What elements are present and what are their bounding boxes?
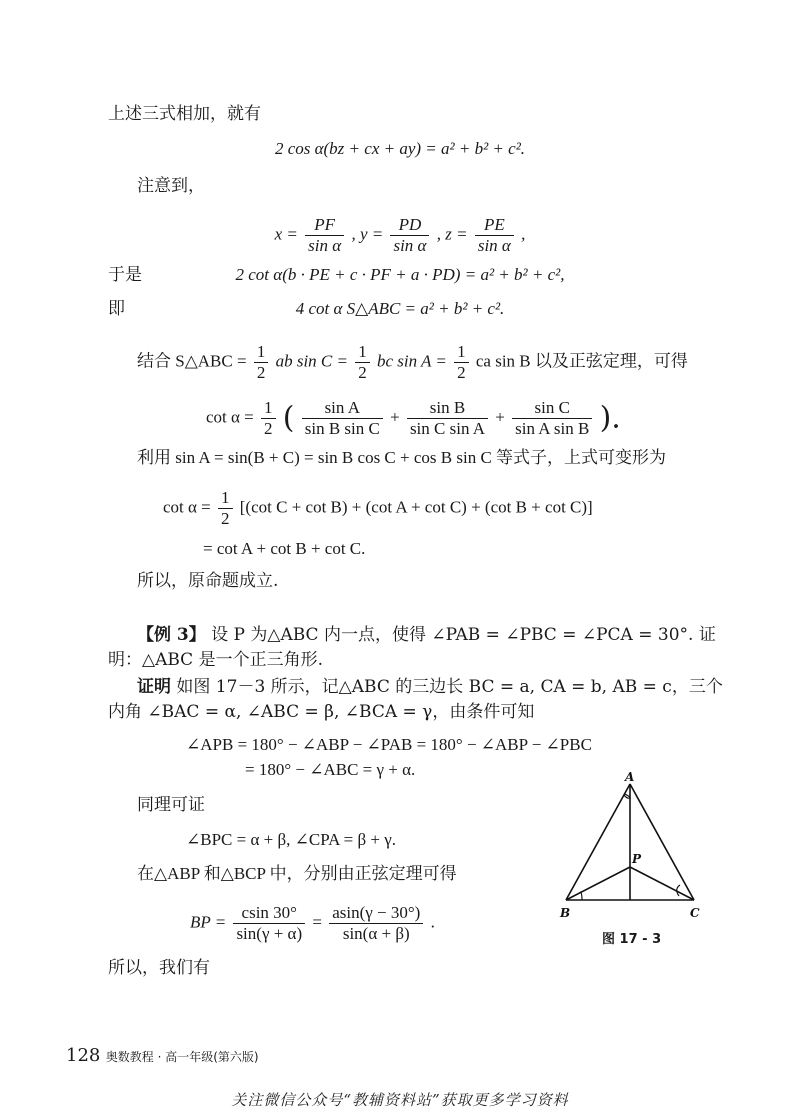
text-part: 结合 S△ABC = bbox=[137, 351, 247, 371]
equation-fractions bbox=[206, 398, 621, 439]
equation: ∠BPC = α + β, ∠CPA = β + γ. bbox=[186, 830, 397, 849]
text-part: ab sin C = bbox=[275, 351, 348, 371]
fraction bbox=[407, 398, 488, 439]
text-line: 上述三式相加，就有 bbox=[108, 104, 261, 124]
equation-part: , z = bbox=[436, 224, 468, 244]
equation: 2 cos α(bz + cx + ay) = a² + b² + c². bbox=[274, 139, 526, 158]
fraction bbox=[355, 342, 370, 383]
label-a: A bbox=[625, 770, 635, 784]
denominator: sin B sin C bbox=[304, 419, 380, 438]
label-b: B bbox=[560, 906, 571, 920]
denominator: sin A sin B bbox=[515, 419, 590, 438]
numerator: sin B bbox=[407, 398, 488, 419]
numerator: PE bbox=[475, 215, 514, 236]
fraction bbox=[233, 903, 305, 944]
numerator: sin C bbox=[512, 398, 592, 419]
text-line: 在△ABP 和△BCP 中，分别由正弦定理可得 bbox=[137, 864, 457, 883]
text-line: 同理可证 bbox=[137, 795, 205, 815]
proof-line bbox=[137, 676, 723, 698]
text-line: 利用 sin A = sin(B + C) = sin B cos C + cos B sin C 等式子，上式可变形为 bbox=[137, 448, 667, 467]
equation: 4 cot α S△ABC = a² + b² + c². bbox=[295, 299, 505, 318]
numerator: csin 30° bbox=[233, 903, 305, 924]
equation: ∠APB = 180° − ∠ABP − ∠PAB = 180° − ∠ABP − ∠PBC bbox=[186, 735, 592, 754]
example-label: 【例 3】 bbox=[137, 625, 206, 645]
text-line: 明：△ABC 是一个正三角形. bbox=[108, 650, 323, 670]
equation-fractions bbox=[163, 488, 593, 529]
denominator: 2 bbox=[358, 363, 367, 382]
equation-part: cot α = bbox=[206, 407, 254, 427]
denominator: 2 bbox=[264, 419, 273, 438]
fraction bbox=[329, 903, 423, 944]
text-line: 注意到， bbox=[137, 176, 205, 196]
page-number: 128 bbox=[66, 1045, 101, 1066]
numerator: 1 bbox=[254, 342, 269, 363]
fraction bbox=[254, 342, 269, 383]
numerator: asin(γ − 30°) bbox=[329, 903, 423, 924]
fraction bbox=[305, 215, 344, 256]
equation-part: = bbox=[312, 912, 322, 932]
paren: ( bbox=[282, 400, 295, 436]
denominator: sin C sin A bbox=[409, 419, 486, 438]
angle-arc-c bbox=[677, 885, 680, 896]
equation-fractions bbox=[190, 903, 435, 944]
equation: = 180° − ∠ABC = γ + α. bbox=[245, 760, 416, 779]
denominator: sin α bbox=[393, 236, 427, 255]
footer bbox=[66, 1045, 259, 1068]
equation-part: . bbox=[430, 912, 435, 932]
label-p: P bbox=[632, 852, 642, 866]
equation-part: [(cot C + cot B) + (cot A + cot C) + (cot B + cot C)] bbox=[239, 497, 593, 517]
equation-part: BP = bbox=[190, 912, 227, 932]
numerator: PF bbox=[305, 215, 344, 236]
denominator: sin α bbox=[477, 236, 511, 255]
fraction bbox=[390, 215, 429, 256]
equation-part: , bbox=[521, 224, 526, 244]
equation-part: x = bbox=[274, 224, 298, 244]
label-c: C bbox=[690, 906, 700, 920]
fraction bbox=[475, 215, 514, 256]
text-line: 所以，我们有 bbox=[108, 958, 210, 978]
denominator: sin α bbox=[308, 236, 342, 255]
fraction bbox=[302, 398, 383, 439]
fraction bbox=[218, 488, 233, 529]
equation: 2 cot α(b · PE + c · PF + a · PD) = a² + b² + c², bbox=[235, 265, 565, 284]
figure-caption: 图 17 - 3 bbox=[602, 932, 662, 947]
numerator: 1 bbox=[355, 342, 370, 363]
text-line-fractions bbox=[137, 342, 688, 383]
denominator: sin(γ + α) bbox=[236, 924, 303, 943]
watermark: 关注微信公众号“教辅资料站”获取更多学习资料 bbox=[231, 1091, 569, 1109]
denominator: sin(α + β) bbox=[342, 924, 410, 943]
equation-part: + bbox=[390, 407, 400, 427]
equation: = cot A + cot B + cot C. bbox=[203, 539, 366, 558]
paren: ). bbox=[599, 400, 621, 436]
text-part: 设 P 为△ABC 内一点，使得 ∠PAB = ∠PBC = ∠PCA = 30°. 证 bbox=[211, 625, 716, 645]
book-title: 奥数教程 · 高一年级(第六版) bbox=[105, 1050, 259, 1064]
text-line: 所以，原命题成立. bbox=[137, 571, 279, 591]
numerator: PD bbox=[390, 215, 429, 236]
equation-part: cot α = bbox=[163, 497, 211, 517]
equation-fractions bbox=[0, 215, 800, 256]
equation-part: , y = bbox=[351, 224, 384, 244]
text-label: 即 bbox=[108, 299, 125, 319]
fraction bbox=[512, 398, 592, 439]
numerator: sin A bbox=[302, 398, 383, 419]
numerator: 1 bbox=[261, 398, 276, 419]
denominator: 2 bbox=[256, 363, 266, 382]
equation-part: + bbox=[495, 407, 505, 427]
fraction bbox=[454, 342, 469, 383]
numerator: 1 bbox=[454, 342, 469, 363]
text-part: ca sin B 以及正弦定理，可得 bbox=[475, 351, 688, 371]
denominator: 2 bbox=[457, 363, 466, 382]
proof-label: 证明 bbox=[137, 677, 171, 697]
fraction bbox=[261, 398, 276, 439]
figure-17-3 bbox=[552, 770, 712, 950]
text-line: 内角 ∠BAC = α, ∠ABC = β, ∠BCA = γ，由条件可知 bbox=[108, 702, 535, 722]
text-part: bc sin A = bbox=[376, 351, 447, 371]
example-line bbox=[137, 624, 716, 646]
numerator: 1 bbox=[218, 488, 233, 509]
text-part: 如图 17－3 所示，记△ABC 的三边长 BC = a, CA = b, AB = c，三个 bbox=[176, 677, 723, 697]
text-label: 于是 bbox=[108, 265, 142, 285]
denominator: 2 bbox=[221, 509, 230, 528]
